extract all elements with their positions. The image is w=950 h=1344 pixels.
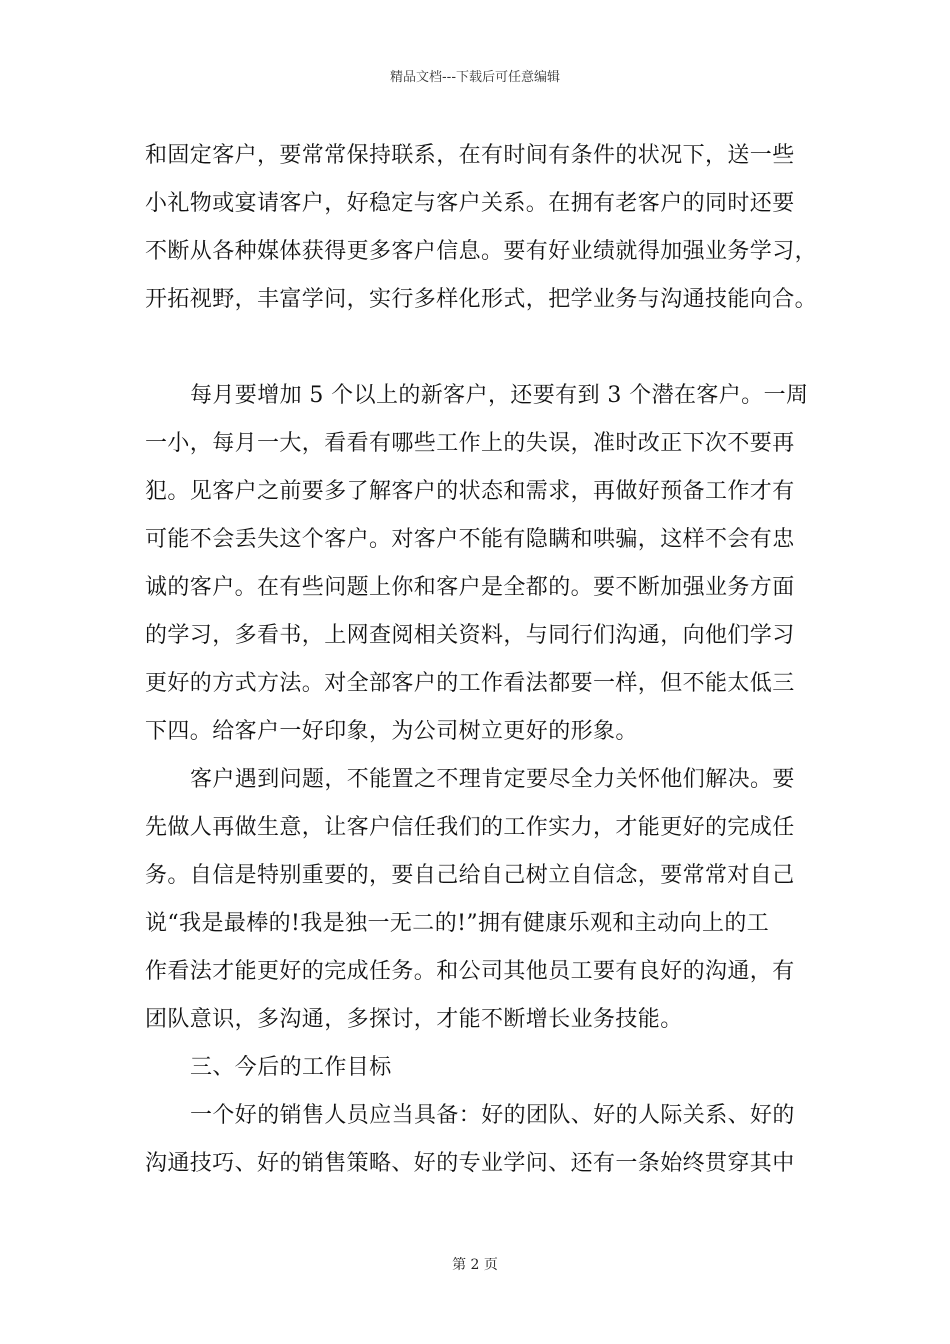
text-line: 小礼物或宴请客户，好稳定与客户关系。在拥有老客户的同时还要 [145, 191, 795, 216]
text-line: 作看法才能更好的完成任务。和公司其他员工要有良好的沟通，有 [145, 959, 795, 984]
text-line: 开拓视野，丰富学问，实行多样化形式，把学业务与沟通技能向合。 [145, 287, 818, 312]
text-line: 一个好的销售人员应当具备：好的团队、好的人际关系、好的 [190, 1103, 795, 1128]
text-line: 务。自信是特别重要的，要自己给自己树立自信念，要常常对自己 [145, 863, 795, 888]
text-line: 客户遇到问题，不能置之不理肯定要尽全力关怀他们解决。要 [190, 767, 795, 792]
text-line: 团队意识，多沟通，多探讨，才能不断增长业务技能。 [145, 1007, 683, 1032]
text-line: 不断从各种媒体获得更多客户信息。要有好业绩就得加强业务学习， [145, 239, 818, 264]
text-line: 诚的客户。在有些问题上你和客户是全都的。要不断加强业务方面 [145, 575, 795, 600]
text-line: 犯。见客户之前要多了解客户的状态和需求，再做好预备工作才有 [145, 479, 795, 504]
text-line: 说“我是最棒的!我是独一无二的!”拥有健康乐观和主动向上的工 [145, 911, 770, 936]
text-line: 一小，每月一大，看看有哪些工作上的失误，准时改正下次不要再 [145, 431, 795, 456]
text-line: 更好的方式方法。对全部客户的工作看法都要一样，但不能太低三 [145, 671, 795, 696]
text-line: 和固定客户，要常常保持联系，在有时间有条件的状况下，送一些 [145, 143, 795, 168]
text-line: 可能不会丢失这个客户。对客户不能有隐瞒和哄骗，这样不会有忠 [145, 527, 795, 552]
page-number: 第 2 页 [452, 1257, 498, 1273]
section-heading: 三、今后的工作目标 [190, 1055, 392, 1080]
text-line: 下四。给客户一好印象，为公司树立更好的形象。 [145, 719, 638, 744]
page-header: 精品文档---下载后可任意编辑 [389, 70, 561, 85]
paragraph-gap [145, 324, 825, 372]
text-line: 沟通技巧、好的销售策略、好的专业学问、还有一条始终贯穿其中 [145, 1151, 795, 1176]
text-line: 先做人再做生意，让客户信任我们的工作实力，才能更好的完成任 [145, 815, 795, 840]
text-line: 的学习，多看书，上网查阅相关资料，与同行们沟通，向他们学习 [145, 623, 795, 648]
document-body [145, 132, 825, 1188]
text-line: 每月要增加 5 个以上的新客户，还要有到 3 个潜在客户。一周 [190, 383, 809, 408]
